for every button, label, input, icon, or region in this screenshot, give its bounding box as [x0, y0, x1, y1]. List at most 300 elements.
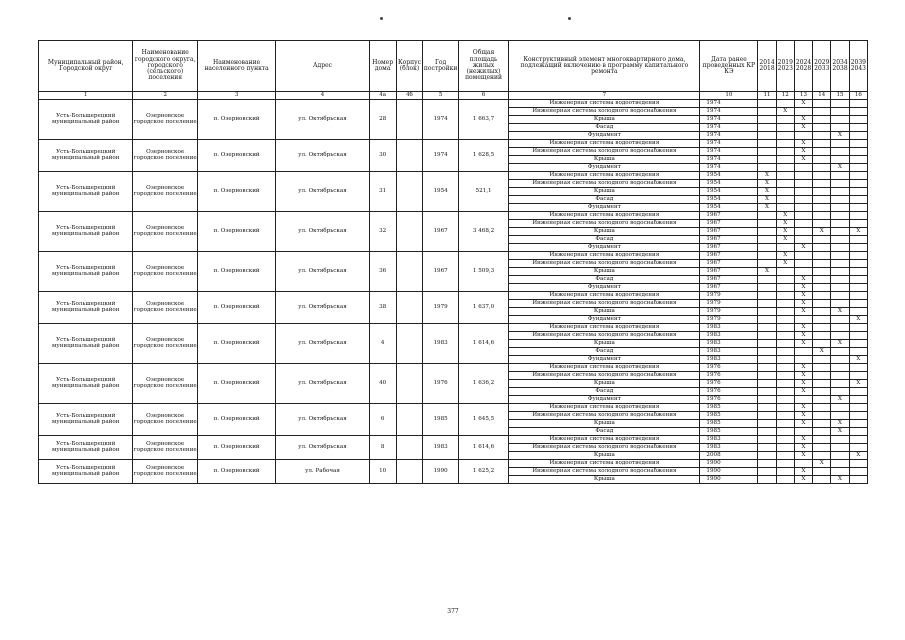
period-mark-cell: [813, 356, 831, 364]
period-mark-cell: [758, 140, 776, 148]
period-mark-cell: [776, 124, 794, 132]
period-mark-cell: [758, 412, 776, 420]
last-repair-date-cell: 1985: [700, 412, 758, 420]
period-mark-cell: X: [758, 196, 776, 204]
structural-element-cell: Крыша: [509, 420, 700, 428]
area-cell: 1 637,0: [458, 292, 508, 324]
period-mark-cell: [813, 260, 831, 268]
period-mark-cell: [758, 452, 776, 460]
period-mark-cell: [813, 364, 831, 372]
street-cell: ул. Октябрьская: [276, 212, 369, 252]
period-mark-cell: X: [794, 116, 812, 124]
period-mark-cell: [776, 420, 794, 428]
period-mark-cell: [794, 348, 812, 356]
period-mark-cell: [776, 188, 794, 196]
period-mark-cell: [794, 108, 812, 116]
structural-element-cell: Инженерная система холодного водоснабжения: [509, 260, 700, 268]
period-mark-cell: [813, 116, 831, 124]
period-mark-cell: X: [758, 188, 776, 196]
last-repair-date-cell: 1990: [700, 460, 758, 468]
period-mark-cell: X: [794, 468, 812, 476]
last-repair-date-cell: 1967: [700, 252, 758, 260]
district-cell: Усть-Большерецкий муниципальный район: [39, 404, 133, 436]
year-built-cell: 1967: [423, 212, 458, 252]
period-mark-cell: [758, 388, 776, 396]
period-mark-cell: [849, 476, 867, 484]
period-mark-cell: [831, 412, 849, 420]
period-mark-cell: [831, 236, 849, 244]
street-cell: ул. Октябрьская: [276, 324, 369, 364]
period-mark-cell: [831, 444, 849, 452]
year-built-cell: 1974: [423, 100, 458, 140]
period-mark-cell: [776, 436, 794, 444]
period-mark-cell: [849, 220, 867, 228]
table-row: [39, 140, 868, 148]
period-mark-cell: X: [794, 340, 812, 348]
last-repair-date-cell: 1967: [700, 268, 758, 276]
area-cell: 1 628,5: [458, 140, 508, 172]
last-repair-date-cell: 1983: [700, 324, 758, 332]
year-built-cell: 1979: [423, 292, 458, 324]
period-mark-cell: [831, 180, 849, 188]
period-mark-cell: [813, 420, 831, 428]
period-mark-cell: [813, 388, 831, 396]
last-repair-date-cell: 1974: [700, 164, 758, 172]
period-mark-cell: X: [776, 236, 794, 244]
period-mark-cell: [849, 324, 867, 332]
district-cell: Усть-Большерецкий муниципальный район: [39, 460, 133, 484]
structural-element-cell: Инженерная система водоотведения: [509, 100, 700, 108]
period-mark-cell: [849, 188, 867, 196]
period-mark-cell: [758, 260, 776, 268]
street-cell: ул. Октябрьская: [276, 292, 369, 324]
period-mark-cell: [849, 420, 867, 428]
period-mark-cell: [813, 316, 831, 324]
district-cell: Усть-Большерецкий муниципальный район: [39, 172, 133, 212]
period-mark-cell: X: [831, 340, 849, 348]
header-settlement: Наименование городского округа, городского (сельского) поселения: [133, 41, 197, 92]
period-mark-cell: [849, 140, 867, 148]
building-cell: [396, 140, 423, 172]
settlement-cell: Озерновское городское поселение: [133, 404, 197, 436]
district-cell: Усть-Большерецкий муниципальный район: [39, 100, 133, 140]
structural-element-cell: Крыша: [509, 228, 700, 236]
period-mark-cell: [849, 100, 867, 108]
last-repair-date-cell: 1976: [700, 372, 758, 380]
period-mark-cell: X: [794, 420, 812, 428]
structural-element-cell: Инженерная система холодного водоснабжения: [509, 148, 700, 156]
period-mark-cell: [813, 164, 831, 172]
period-mark-cell: [831, 388, 849, 396]
structural-element-cell: Инженерная система водоотведения: [509, 212, 700, 220]
house-number-cell: 6: [369, 404, 396, 436]
period-mark-cell: X: [794, 100, 812, 108]
period-mark-cell: [776, 180, 794, 188]
period-mark-cell: [831, 284, 849, 292]
column-number: 16: [849, 92, 867, 100]
last-repair-date-cell: 1974: [700, 140, 758, 148]
period-mark-cell: [849, 108, 867, 116]
column-number: 12: [776, 92, 794, 100]
period-mark-cell: [831, 108, 849, 116]
period-mark-cell: [831, 204, 849, 212]
period-mark-cell: X: [831, 428, 849, 436]
period-mark-cell: [831, 140, 849, 148]
period-mark-cell: [849, 196, 867, 204]
area-cell: 1 636,2: [458, 364, 508, 404]
header-period: 2029 2033: [813, 41, 831, 92]
header-municipality: Муниципальный район, Городской округ: [39, 41, 133, 92]
period-mark-cell: X: [831, 476, 849, 484]
period-mark-cell: [849, 340, 867, 348]
building-cell: [396, 100, 423, 140]
period-mark-cell: X: [831, 420, 849, 428]
district-cell: Усть-Большерецкий муниципальный район: [39, 212, 133, 252]
table-row: [39, 172, 868, 180]
column-number: 11: [758, 92, 776, 100]
period-mark-cell: X: [794, 148, 812, 156]
period-mark-cell: [758, 220, 776, 228]
locality-cell: п. Озерновский: [197, 460, 275, 484]
period-mark-cell: [794, 172, 812, 180]
period-mark-cell: X: [813, 228, 831, 236]
period-mark-cell: [776, 412, 794, 420]
street-cell: ул. Октябрьская: [276, 364, 369, 404]
period-mark-cell: [758, 252, 776, 260]
period-mark-cell: [813, 188, 831, 196]
period-mark-cell: [758, 276, 776, 284]
last-repair-date-cell: 1976: [700, 388, 758, 396]
period-mark-cell: [849, 412, 867, 420]
period-mark-cell: [758, 300, 776, 308]
period-mark-cell: [813, 100, 831, 108]
period-mark-cell: [849, 372, 867, 380]
locality-cell: п. Озерновский: [197, 172, 275, 212]
period-mark-cell: [758, 364, 776, 372]
last-repair-date-cell: 1979: [700, 300, 758, 308]
house-number-cell: 4: [369, 324, 396, 364]
last-repair-date-cell: 1983: [700, 356, 758, 364]
structural-element-cell: Крыша: [509, 476, 700, 484]
period-mark-cell: [831, 332, 849, 340]
last-repair-date-cell: 1967: [700, 228, 758, 236]
period-mark-cell: [831, 196, 849, 204]
period-mark-cell: [831, 100, 849, 108]
last-repair-date-cell: 1974: [700, 148, 758, 156]
period-mark-cell: [758, 404, 776, 412]
period-mark-cell: [758, 396, 776, 404]
last-repair-date-cell: 1990: [700, 476, 758, 484]
period-mark-cell: [758, 212, 776, 220]
period-mark-cell: [758, 236, 776, 244]
structural-element-cell: Инженерная система водоотведения: [509, 436, 700, 444]
structural-element-cell: Фундамент: [509, 396, 700, 404]
capital-repair-program-table: [38, 40, 868, 484]
period-mark-cell: X: [794, 308, 812, 316]
period-mark-cell: [758, 476, 776, 484]
column-number: 6: [458, 92, 508, 100]
header-address: Адрес: [276, 41, 369, 92]
period-mark-cell: [794, 236, 812, 244]
house-number-cell: 36: [369, 252, 396, 292]
period-mark-cell: X: [794, 372, 812, 380]
period-mark-cell: [776, 396, 794, 404]
header-period: 2024 2028: [794, 41, 812, 92]
period-mark-cell: [813, 300, 831, 308]
period-mark-cell: [794, 428, 812, 436]
period-mark-cell: [831, 124, 849, 132]
period-mark-cell: [758, 356, 776, 364]
period-mark-cell: [794, 316, 812, 324]
header-row: [39, 41, 868, 92]
settlement-cell: Озерновское городское поселение: [133, 364, 197, 404]
period-mark-cell: [758, 436, 776, 444]
period-mark-cell: [849, 404, 867, 412]
period-mark-cell: [813, 476, 831, 484]
street-cell: ул. Октябрьская: [276, 436, 369, 460]
period-mark-cell: X: [794, 332, 812, 340]
period-mark-cell: [849, 388, 867, 396]
last-repair-date-cell: 1976: [700, 380, 758, 388]
structural-element-cell: Инженерная система холодного водоснабжения: [509, 332, 700, 340]
settlement-cell: Озерновское городское поселение: [133, 324, 197, 364]
year-built-cell: 1967: [423, 252, 458, 292]
table-row: [39, 252, 868, 260]
period-mark-cell: [776, 308, 794, 316]
period-mark-cell: [758, 332, 776, 340]
column-number: 14: [813, 92, 831, 100]
structural-element-cell: Крыша: [509, 308, 700, 316]
column-number: 13: [794, 92, 812, 100]
period-mark-cell: [813, 436, 831, 444]
header-period: 2014 2018: [758, 41, 776, 92]
period-mark-cell: [813, 396, 831, 404]
period-mark-cell: [758, 348, 776, 356]
structural-element-cell: Фасад: [509, 124, 700, 132]
structural-element-cell: Инженерная система холодного водоснабжения: [509, 412, 700, 420]
period-mark-cell: [849, 284, 867, 292]
period-mark-cell: [849, 132, 867, 140]
last-repair-date-cell: 1967: [700, 284, 758, 292]
period-mark-cell: [849, 116, 867, 124]
period-mark-cell: [776, 284, 794, 292]
structural-element-cell: Фундамент: [509, 164, 700, 172]
table-row: [39, 212, 868, 220]
structural-element-cell: Фасад: [509, 276, 700, 284]
area-cell: 1 663,7: [458, 100, 508, 140]
header-locality: Наименование населенного пункта: [197, 41, 275, 92]
period-mark-cell: [794, 180, 812, 188]
period-mark-cell: X: [831, 396, 849, 404]
period-mark-cell: [776, 452, 794, 460]
column-number: 15: [831, 92, 849, 100]
period-mark-cell: [831, 220, 849, 228]
settlement-cell: Озерновское городское поселение: [133, 292, 197, 324]
period-mark-cell: [776, 444, 794, 452]
period-mark-cell: [758, 164, 776, 172]
last-repair-date-cell: 1967: [700, 260, 758, 268]
structural-element-cell: Фундамент: [509, 284, 700, 292]
period-mark-cell: X: [794, 292, 812, 300]
period-mark-cell: [813, 148, 831, 156]
period-mark-cell: X: [794, 476, 812, 484]
structural-element-cell: Инженерная система водоотведения: [509, 364, 700, 372]
structural-element-cell: Фасад: [509, 388, 700, 396]
area-cell: 1 625,2: [458, 460, 508, 484]
period-mark-cell: [849, 436, 867, 444]
header-structural-element: Конструктивный элемент многоквартирного дома, подлежащий включению в программу капитального ремонта: [509, 41, 700, 92]
district-cell: Усть-Большерецкий муниципальный район: [39, 324, 133, 364]
period-mark-cell: [813, 268, 831, 276]
settlement-cell: Озерновское городское поселение: [133, 212, 197, 252]
street-cell: ул. Октябрьская: [276, 172, 369, 212]
district-cell: Усть-Большерецкий муниципальный район: [39, 292, 133, 324]
header-period: 2034 2038: [831, 41, 849, 92]
period-mark-cell: [813, 380, 831, 388]
period-mark-cell: [758, 468, 776, 476]
last-repair-date-cell: 1954: [700, 196, 758, 204]
period-mark-cell: [776, 364, 794, 372]
period-mark-cell: [813, 412, 831, 420]
period-mark-cell: [776, 404, 794, 412]
period-mark-cell: X: [794, 452, 812, 460]
period-mark-cell: [794, 204, 812, 212]
period-mark-cell: [849, 204, 867, 212]
street-cell: ул. Рабочая: [276, 460, 369, 484]
period-mark-cell: X: [794, 156, 812, 164]
period-mark-cell: X: [758, 172, 776, 180]
period-mark-cell: X: [794, 300, 812, 308]
year-built-cell: 1954: [423, 172, 458, 212]
column-number: 1: [39, 92, 133, 100]
locality-cell: п. Озерновский: [197, 212, 275, 252]
period-mark-cell: [794, 252, 812, 260]
period-mark-cell: [813, 452, 831, 460]
period-mark-cell: [758, 308, 776, 316]
period-mark-cell: [849, 308, 867, 316]
period-mark-cell: [776, 156, 794, 164]
period-mark-cell: X: [776, 228, 794, 236]
house-number-cell: 30: [369, 140, 396, 172]
period-mark-cell: [758, 228, 776, 236]
locality-cell: п. Озерновский: [197, 364, 275, 404]
period-mark-cell: [776, 388, 794, 396]
structural-element-cell: Крыша: [509, 156, 700, 164]
period-mark-cell: [849, 172, 867, 180]
period-mark-cell: [776, 268, 794, 276]
period-mark-cell: [849, 428, 867, 436]
district-cell: Усть-Большерецкий муниципальный район: [39, 252, 133, 292]
period-mark-cell: [813, 156, 831, 164]
column-number: 7: [509, 92, 700, 100]
period-mark-cell: [813, 252, 831, 260]
last-repair-date-cell: 1976: [700, 364, 758, 372]
period-mark-cell: [776, 324, 794, 332]
building-cell: [396, 172, 423, 212]
area-cell: 1 614,6: [458, 436, 508, 460]
period-mark-cell: [813, 276, 831, 284]
period-mark-cell: [758, 132, 776, 140]
period-mark-cell: [849, 364, 867, 372]
year-built-cell: 1990: [423, 460, 458, 484]
period-mark-cell: [758, 380, 776, 388]
last-repair-date-cell: 1954: [700, 180, 758, 188]
period-mark-cell: [831, 380, 849, 388]
period-mark-cell: [776, 148, 794, 156]
structural-element-cell: Инженерная система водоотведения: [509, 252, 700, 260]
structural-element-cell: Инженерная система холодного водоснабжения: [509, 300, 700, 308]
period-mark-cell: [758, 116, 776, 124]
period-mark-cell: [776, 276, 794, 284]
last-repair-date-cell: 1974: [700, 100, 758, 108]
period-mark-cell: [831, 172, 849, 180]
period-mark-cell: [776, 356, 794, 364]
table-row: [39, 100, 868, 108]
period-mark-cell: [849, 148, 867, 156]
period-mark-cell: [813, 324, 831, 332]
last-repair-date-cell: 1985: [700, 420, 758, 428]
period-mark-cell: [831, 364, 849, 372]
house-table-body: [39, 100, 868, 484]
period-mark-cell: [776, 100, 794, 108]
area-cell: 521,1: [458, 172, 508, 212]
structural-element-cell: Фундамент: [509, 204, 700, 212]
last-repair-date-cell: 1974: [700, 124, 758, 132]
district-cell: Усть-Большерецкий муниципальный район: [39, 436, 133, 460]
table-row: [39, 460, 868, 468]
building-cell: [396, 324, 423, 364]
period-mark-cell: [776, 316, 794, 324]
period-mark-cell: [813, 140, 831, 148]
building-cell: [396, 292, 423, 324]
structural-element-cell: Инженерная система водоотведения: [509, 404, 700, 412]
period-mark-cell: [758, 100, 776, 108]
last-repair-date-cell: 1967: [700, 244, 758, 252]
period-mark-cell: X: [794, 124, 812, 132]
year-built-cell: 1983: [423, 324, 458, 364]
house-number-cell: 38: [369, 292, 396, 324]
period-mark-cell: [831, 252, 849, 260]
period-mark-cell: X: [849, 356, 867, 364]
period-mark-cell: [849, 180, 867, 188]
last-repair-date-cell: 2008: [700, 452, 758, 460]
column-number: 10: [700, 92, 758, 100]
period-mark-cell: [776, 140, 794, 148]
settlement-cell: Озерновское городское поселение: [133, 172, 197, 212]
last-repair-date-cell: 1985: [700, 428, 758, 436]
header-building: Корпус (блок): [396, 41, 423, 92]
period-mark-cell: [813, 132, 831, 140]
period-mark-cell: [776, 460, 794, 468]
period-mark-cell: [813, 444, 831, 452]
last-repair-date-cell: 1974: [700, 156, 758, 164]
structural-element-cell: Фасад: [509, 348, 700, 356]
period-mark-cell: X: [794, 388, 812, 396]
period-mark-cell: [813, 340, 831, 348]
period-mark-cell: [794, 132, 812, 140]
period-mark-cell: [849, 444, 867, 452]
structural-element-cell: Фундамент: [509, 244, 700, 252]
column-number: 4б: [396, 92, 423, 100]
period-mark-cell: [794, 268, 812, 276]
period-mark-cell: X: [794, 284, 812, 292]
period-mark-cell: X: [849, 380, 867, 388]
house-number-cell: 8: [369, 436, 396, 460]
street-cell: ул. Октябрьская: [276, 404, 369, 436]
period-mark-cell: [831, 228, 849, 236]
period-mark-cell: [813, 292, 831, 300]
structural-element-cell: Крыша: [509, 452, 700, 460]
